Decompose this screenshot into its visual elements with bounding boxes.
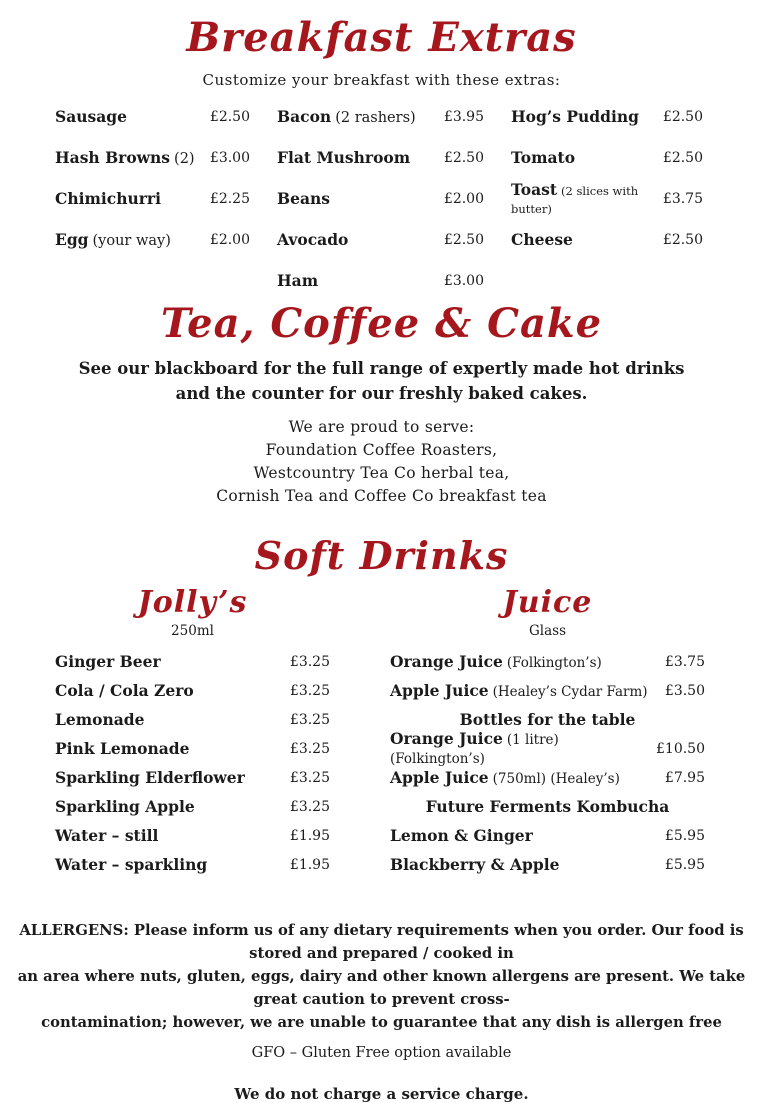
juice-unit: Glass [528, 623, 566, 640]
juice-title: Juice [502, 585, 593, 621]
item-name: Tomato [511, 147, 576, 167]
drink-item-water-sparkling [55, 850, 330, 879]
item-price: £3.00 [209, 150, 250, 167]
soft-drinks-title: Soft Drinks [254, 532, 509, 578]
drink-item-orange-juice [390, 647, 705, 676]
item-name: Sparkling Apple [55, 796, 195, 816]
juice-column [390, 585, 705, 879]
item-name: Orange Juice (Folkington’s) [390, 651, 602, 671]
item-name: Ginger Beer [55, 651, 161, 671]
notice-line: and the counter for our freshly baked cakes. [175, 383, 588, 403]
menu-item-ham [277, 261, 484, 302]
jollys-column [55, 585, 330, 879]
item-price: £10.50 [656, 740, 705, 757]
item-price: £3.75 [662, 191, 703, 208]
item-price: £3.95 [443, 109, 484, 126]
breakfast-subtitle: Customize your breakfast with these extras: [202, 70, 561, 89]
menu-item-egg [55, 220, 250, 261]
blackboard-notice [0, 356, 763, 406]
menu-item-beans [277, 179, 484, 220]
drink-item-pink-lemonade [55, 734, 330, 763]
item-name: Ham [277, 270, 319, 290]
item-name: Orange Juice (1 litre) (Folkington’s) [390, 729, 559, 767]
item-note: (2 rashers) [335, 109, 416, 126]
item-note: (Healey’s Cydar Farm) [492, 683, 648, 700]
menu-item-hogs-pudding [511, 97, 703, 138]
item-note: (2 slices with butter) [511, 183, 639, 217]
item-note: (750ml) (Healey’s) [492, 770, 620, 787]
item-price: £7.95 [664, 769, 705, 786]
item-name: Hash Browns (2) [55, 147, 195, 167]
item-name: Egg (your way) [55, 229, 171, 249]
drink-item-cola [55, 676, 330, 705]
jollys-title: Jolly’s [137, 585, 248, 621]
item-price: £3.25 [289, 798, 330, 815]
item-name: Sausage [55, 106, 127, 126]
item-name: Cola / Cola Zero [55, 680, 194, 700]
serve-line: We are proud to serve: [288, 417, 475, 436]
menu-item-tomato [511, 138, 703, 179]
allergens-line: contamination; however, we are unable to guarantee that any dish is allergen free [41, 1014, 722, 1032]
allergens-line: ALLERGENS: Please inform us of any dietary requirements when you order. Our food is stored and prepared / cooked in [19, 922, 744, 963]
item-price: £3.25 [289, 682, 330, 699]
drink-item-orange-juice-bottle [390, 729, 705, 767]
item-name: Cheese [511, 229, 573, 249]
service-charge-note: We do not charge a service charge. [234, 1085, 529, 1103]
menu-item-cheese [511, 220, 703, 261]
menu-item-chimichurri [55, 179, 250, 220]
item-name: Beans [277, 188, 331, 208]
menu-page [0, 14, 763, 1103]
drink-item-apple-juice-bottle [390, 763, 705, 792]
item-name: Lemon & Ginger [390, 825, 533, 845]
serve-line: Westcountry Tea Co herbal tea, [253, 463, 510, 482]
item-name: Chimichurri [55, 188, 161, 208]
allergens-line: an area where nuts, gluten, eggs, dairy and other known allergens are present. We take great caution to prevent cross- [17, 968, 746, 1009]
menu-item-empty [55, 261, 250, 302]
notice-line: See our blackboard for the full range of expertly made hot drinks [78, 358, 685, 378]
item-note: (2) [174, 150, 195, 167]
item-price: £3.25 [289, 653, 330, 670]
bottles-for-table-heading: Bottles for the table [459, 710, 636, 730]
item-price: £2.50 [443, 232, 484, 249]
item-price: £5.95 [664, 856, 705, 873]
item-price: £2.00 [209, 232, 250, 249]
kombucha-heading: Future Ferments Kombucha [425, 797, 670, 817]
item-price: £2.50 [209, 109, 250, 126]
item-price: £1.95 [289, 856, 330, 873]
menu-item-avocado [277, 220, 484, 261]
item-price: £3.50 [664, 682, 705, 699]
footer [0, 919, 763, 1103]
item-price: £2.50 [662, 109, 703, 126]
jollys-unit: 250ml [171, 623, 214, 640]
item-name: Lemonade [55, 709, 145, 729]
gfo-note: GFO – Gluten Free option available [251, 1045, 512, 1062]
menu-item-empty [511, 261, 703, 302]
drink-item-water-still [55, 821, 330, 850]
item-price: £2.50 [662, 150, 703, 167]
item-price: £5.95 [664, 827, 705, 844]
menu-item-hash-browns [55, 138, 250, 179]
drinks-columns [0, 577, 763, 879]
drink-item-lemonade [55, 705, 330, 734]
item-name: Toast (2 slices with butter) [511, 179, 639, 217]
item-note: (Folkington’s) [506, 654, 602, 671]
item-note: (your way) [92, 232, 171, 249]
drink-item-lemon-ginger [390, 821, 705, 850]
proud-to-serve-block [0, 416, 763, 508]
item-name: Flat Mushroom [277, 147, 411, 167]
drink-item-apple-juice [390, 676, 705, 705]
item-price: £2.50 [662, 232, 703, 249]
drink-item-blackberry-apple [390, 850, 705, 879]
drink-item-sparkling-elderflower [55, 763, 330, 792]
item-name: Avocado [277, 229, 349, 249]
breakfast-extras-title: Breakfast Extras [186, 14, 577, 61]
item-note: (1 litre) (Folkington’s) [390, 732, 559, 767]
menu-item-flat-mushroom [277, 138, 484, 179]
item-price: £2.00 [443, 191, 484, 208]
item-price: £2.25 [209, 191, 250, 208]
drink-item-ginger-beer [55, 647, 330, 676]
item-price: £3.25 [289, 769, 330, 786]
breakfast-items-grid [0, 93, 763, 302]
item-name: Apple Juice (750ml) (Healey’s) [390, 767, 620, 787]
item-price: £3.25 [289, 711, 330, 728]
serve-line: Cornish Tea and Coffee Co breakfast tea [216, 486, 547, 505]
menu-item-toast [511, 179, 703, 220]
item-price: £3.25 [289, 740, 330, 757]
item-price: £3.00 [443, 273, 484, 290]
item-name: Hog’s Pudding [511, 106, 639, 126]
tea-coffee-cake-title: Tea, Coffee & Cake [160, 299, 603, 347]
drink-item-sparkling-apple [55, 792, 330, 821]
item-name: Sparkling Elderflower [55, 767, 245, 787]
item-name: Bacon (2 rashers) [277, 106, 416, 126]
menu-item-bacon [277, 97, 484, 138]
item-name: Water – sparkling [55, 854, 208, 874]
item-name: Blackberry & Apple [390, 854, 560, 874]
item-name: Pink Lemonade [55, 738, 190, 758]
serve-line: Foundation Coffee Roasters, [265, 440, 498, 459]
menu-item-sausage [55, 97, 250, 138]
item-price: £1.95 [289, 827, 330, 844]
item-price: £2.50 [443, 150, 484, 167]
item-name: Apple Juice (Healey’s Cydar Farm) [390, 680, 648, 700]
item-name: Water – still [55, 825, 159, 845]
item-price: £3.75 [664, 653, 705, 670]
